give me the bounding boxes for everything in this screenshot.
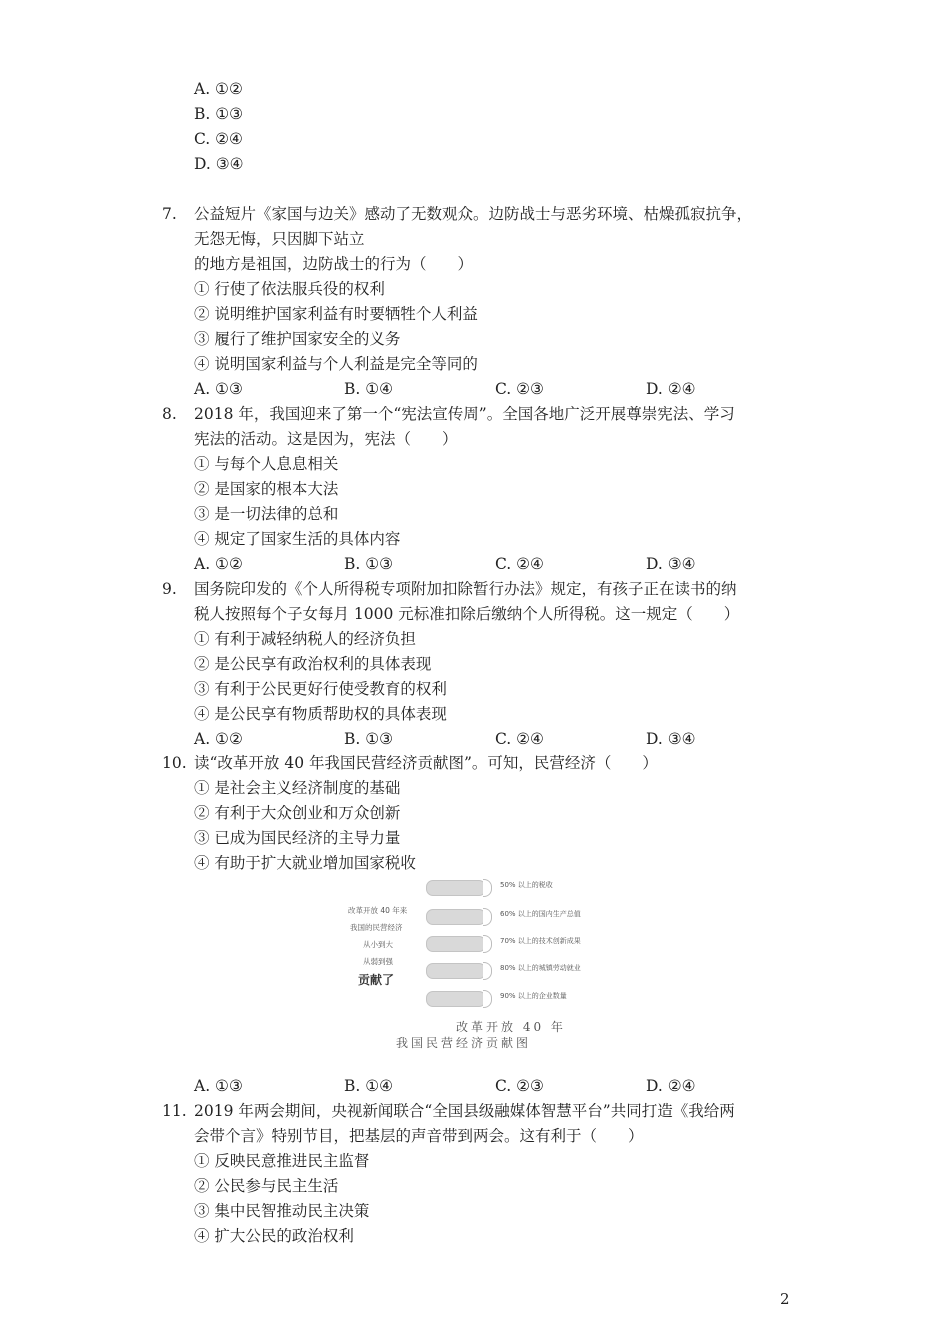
page-number: 2 xyxy=(780,1290,790,1308)
question-7-option-d: D. ②④ xyxy=(646,380,696,398)
question-7-stem-line-3: 的地方是祖国，边防战士的行为（ ） xyxy=(194,255,474,273)
question-10-option-c: C. ②③ xyxy=(495,1077,544,1095)
question-10-stem-line-1: 读“改革开放 40 年我国民营经济贡献图”。可知，民营经济（ ） xyxy=(194,754,658,772)
figure-left-text-5: 贡献了 xyxy=(358,973,395,987)
question-9-item-1: ① 有利于减轻纳税人的经济负担 xyxy=(194,630,416,648)
question-8-option-a: A. ①② xyxy=(194,555,243,573)
question-11-item-1: ① 反映民意推进民主监督 xyxy=(194,1152,370,1170)
question-7-stem-line-2: 无怨无悔，只因脚下站立 xyxy=(194,230,365,248)
question-7-item-2: ② 说明维护国家利益有时要牺牲个人利益 xyxy=(194,305,478,323)
figure-bar-label: 60% 以上的国内生产总值 xyxy=(500,910,581,918)
prev-option-a: A. ①② xyxy=(194,80,243,98)
question-10-item-4: ④ 有助于扩大就业增加国家税收 xyxy=(194,854,416,872)
question-9-item-3: ③ 有利于公民更好行使受教育的权利 xyxy=(194,680,447,698)
question-11-item-3: ③ 集中民智推动民主决策 xyxy=(194,1202,370,1220)
figure-bar-row xyxy=(426,961,626,979)
figure-left-text-3: 从小到大 xyxy=(363,940,393,949)
figure-bar-label: 50% 以上的税收 xyxy=(500,881,553,889)
figure-title-line-2: 我国民营经济贡献图 xyxy=(396,1036,532,1050)
question-7-stem-line-1: 公益短片《家国与边关》感动了无数观众。边防战士与恶劣环境、枯燥孤寂抗争， xyxy=(194,205,753,223)
figure-left-text-2: 我国的民营经济 xyxy=(350,923,403,932)
figure-bar-label: 90% 以上的企业数量 xyxy=(500,992,567,1000)
figure-bar-label: 70% 以上的技术创新成果 xyxy=(500,937,581,945)
question-11-stem-line-1: 2019 年两会期间，央视新闻联合“全国县级融媒体智慧平台”共同打造《我给两 xyxy=(194,1102,735,1120)
question-8-stem-line-1: 2018 年，我国迎来了第一个“宪法宣传周”。全国各地广泛开展尊崇宪法、学习 xyxy=(194,405,735,423)
question-8-option-c: C. ②④ xyxy=(495,555,544,573)
question-10-item-3: ③ 已成为国民经济的主导力量 xyxy=(194,829,401,847)
question-9-option-a: A. ①② xyxy=(194,730,243,748)
question-11-item-2: ② 公民参与民主生活 xyxy=(194,1177,339,1195)
question-9-stem-line-2: 税人按照每个子女每月 1000 元标准扣除后缴纳个人所得税。这一规定（ ） xyxy=(194,605,740,623)
figure-title-line-1: 改革开放 40 年 xyxy=(456,1020,566,1034)
question-8-item-2: ② 是国家的根本大法 xyxy=(194,480,339,498)
question-10-number: 10. xyxy=(162,754,187,772)
question-8-item-1: ① 与每个人息息相关 xyxy=(194,455,339,473)
prev-option-d: D. ③④ xyxy=(194,155,244,173)
question-8-item-3: ③ 是一切法律的总和 xyxy=(194,505,339,523)
question-11-stem-line-2: 会带个言》特别节目，把基层的声音带到两会。这有利于（ ） xyxy=(194,1127,644,1145)
question-10-item-1: ① 是社会主义经济制度的基础 xyxy=(194,779,401,797)
figure-bar-row xyxy=(426,934,626,952)
prev-option-b: B. ①③ xyxy=(194,105,244,123)
question-8-option-b: B. ①③ xyxy=(344,555,394,573)
question-8-stem-line-2: 宪法的活动。这是因为，宪法（ ） xyxy=(194,430,458,448)
figure-bar-row xyxy=(426,907,626,925)
question-10-option-a: A. ①③ xyxy=(194,1077,243,1095)
question-7-item-1: ① 行使了依法服兵役的权利 xyxy=(194,280,385,298)
figure-bar-row xyxy=(426,989,626,1007)
figure-bar xyxy=(426,936,486,952)
figure-left-text-1: 改革开放 40 年来 xyxy=(348,906,408,915)
question-7-item-4: ④ 说明国家利益与个人利益是完全等同的 xyxy=(194,355,478,373)
question-9-option-d: D. ③④ xyxy=(646,730,696,748)
question-11-number: 11. xyxy=(162,1102,187,1120)
question-8-item-4: ④ 规定了国家生活的具体内容 xyxy=(194,530,401,548)
question-11-item-4: ④ 扩大公民的政治权利 xyxy=(194,1227,354,1245)
question-7-option-c: C. ②③ xyxy=(495,380,544,398)
question-7-number: 7. xyxy=(162,205,177,223)
question-10-option-d: D. ②④ xyxy=(646,1077,696,1095)
question-8-option-d: D. ③④ xyxy=(646,555,696,573)
question-7-option-a: A. ①③ xyxy=(194,380,243,398)
figure-bar xyxy=(426,909,486,925)
figure-bar xyxy=(426,880,486,896)
private-economy-contribution-figure xyxy=(338,872,628,1052)
question-9-item-2: ② 是公民享有政治权利的具体表现 xyxy=(194,655,432,673)
question-9-option-c: C. ②④ xyxy=(495,730,544,748)
figure-bar xyxy=(426,991,486,1007)
question-7-item-3: ③ 履行了维护国家安全的义务 xyxy=(194,330,401,348)
question-9-option-b: B. ①③ xyxy=(344,730,394,748)
figure-bar-row xyxy=(426,878,626,896)
question-9-item-4: ④ 是公民享有物质帮助权的具体表现 xyxy=(194,705,447,723)
question-9-stem-line-1: 国务院印发的《个人所得税专项附加扣除暂行办法》规定，有孩子正在读书的纳 xyxy=(194,580,737,598)
prev-option-c: C. ②④ xyxy=(194,130,243,148)
question-9-number: 9. xyxy=(162,580,177,598)
figure-left-text-4: 从弱到强 xyxy=(363,957,393,966)
question-7-option-b: B. ①④ xyxy=(344,380,394,398)
question-8-number: 8. xyxy=(162,405,177,423)
question-10-item-2: ② 有利于大众创业和万众创新 xyxy=(194,804,401,822)
figure-bar-label: 80% 以上的城镇劳动就业 xyxy=(500,964,581,972)
figure-bar xyxy=(426,963,486,979)
question-10-option-b: B. ①④ xyxy=(344,1077,394,1095)
